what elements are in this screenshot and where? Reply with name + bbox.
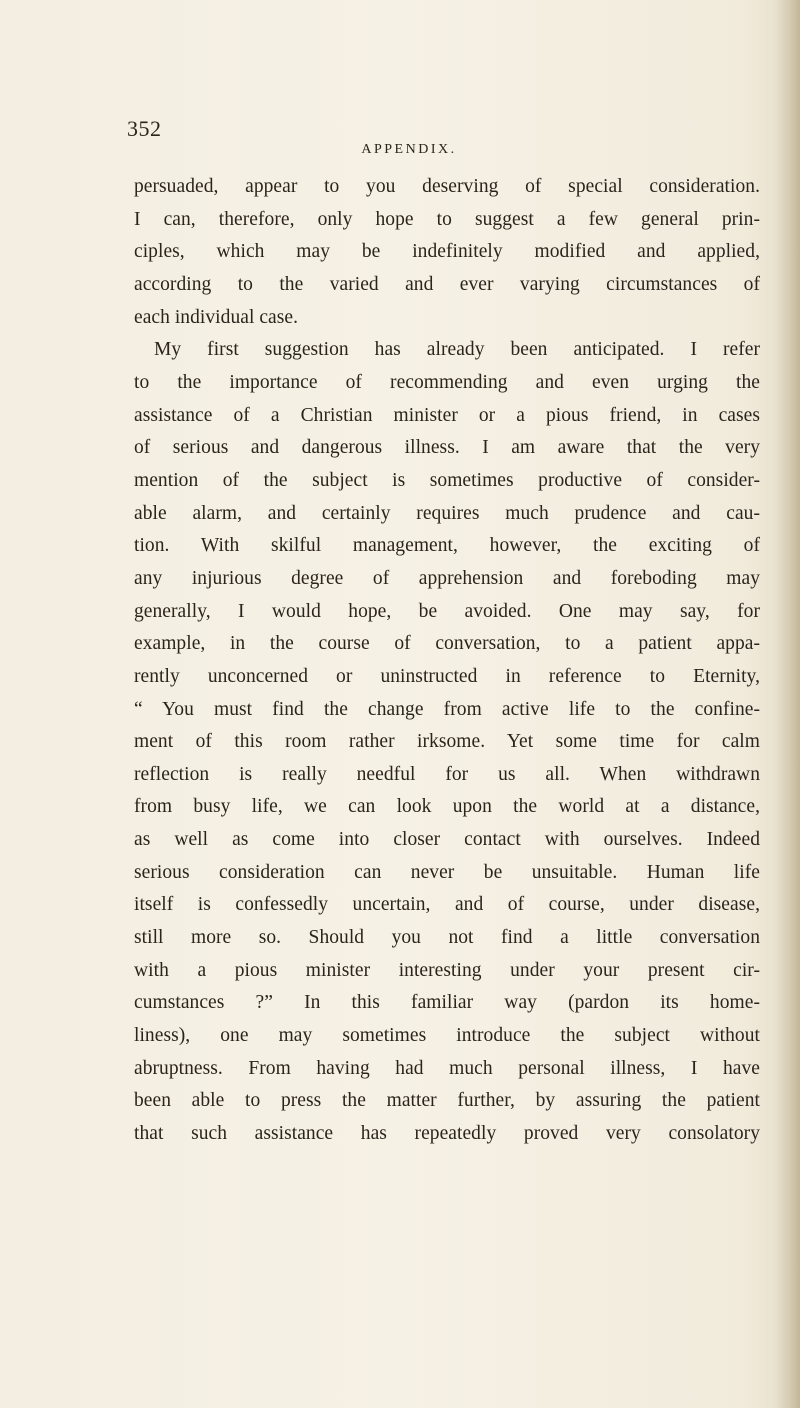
text-line: ciples, which may be indefinitely modified and applied, [134,241,760,263]
text-line: serious consideration can never be unsuitable. Human life [134,861,760,883]
page-number: 352 [127,116,162,141]
text-line: “ You must find the change from active life to the confine- [134,698,760,720]
text-line: been able to press the matter further, by assuring the patient [134,1090,760,1112]
text-line: reflection is really needful for us all. When withdrawn [134,763,760,785]
text-line: persuaded, appear to you deserving of special consideration. [134,176,760,197]
running-head: APPENDIX. [361,142,457,157]
text-line: with a pious minister interesting under your present cir- [134,959,760,981]
text-line: ment of this room rather irksome. Yet some time for calm [134,731,760,753]
body-text [134,171,760,1151]
text-line: that such assistance has repeatedly proved very consolatory [134,1123,760,1145]
text-line: according to the varied and ever varying circumstances of [134,273,760,295]
text-line: of serious and dangerous illness. I am aware that the very [134,437,760,459]
text-line: liness), one may sometimes introduce the subject without [134,1025,760,1047]
text-line: example, in the course of conversation, to a patient appa- [134,633,760,655]
text-line: I can, therefore, only hope to suggest a few general prin- [134,208,760,230]
text-line: mention of the subject is sometimes productive of consider- [134,469,760,491]
text-line: to the importance of recommending and even urging the [134,371,760,393]
text-line: from busy life, we can look upon the world at a distance, [134,796,760,818]
text-line: still more so. Should you not find a little conversation [134,927,760,949]
text-line: assistance of a Christian minister or a pious friend, in cases [134,404,760,426]
text-line: generally, I would hope, be avoided. One may say, for [134,600,760,622]
text-line: abruptness. From having had much personal illness, I have [134,1057,760,1079]
text-line: rently unconcerned or uninstructed in reference to Eternity, [134,665,760,687]
text-line: able alarm, and certainly requires much prudence and cau- [134,502,760,524]
text-line: each individual case. [134,306,299,328]
text-line: as well as come into closer contact with ourselves. Indeed [134,829,760,851]
page-edge-shadow [774,0,800,1408]
text-line: My first suggestion has already been anticipated. I refer [154,339,760,361]
text-line: tion. With skilful management, however, the exciting of [134,535,760,557]
text-line: cumstances ?” In this familiar way (pardon its home- [134,992,760,1014]
text-line: itself is confessedly uncertain, and of course, under disease, [134,894,760,916]
text-line: any injurious degree of apprehension and foreboding may [134,567,760,589]
